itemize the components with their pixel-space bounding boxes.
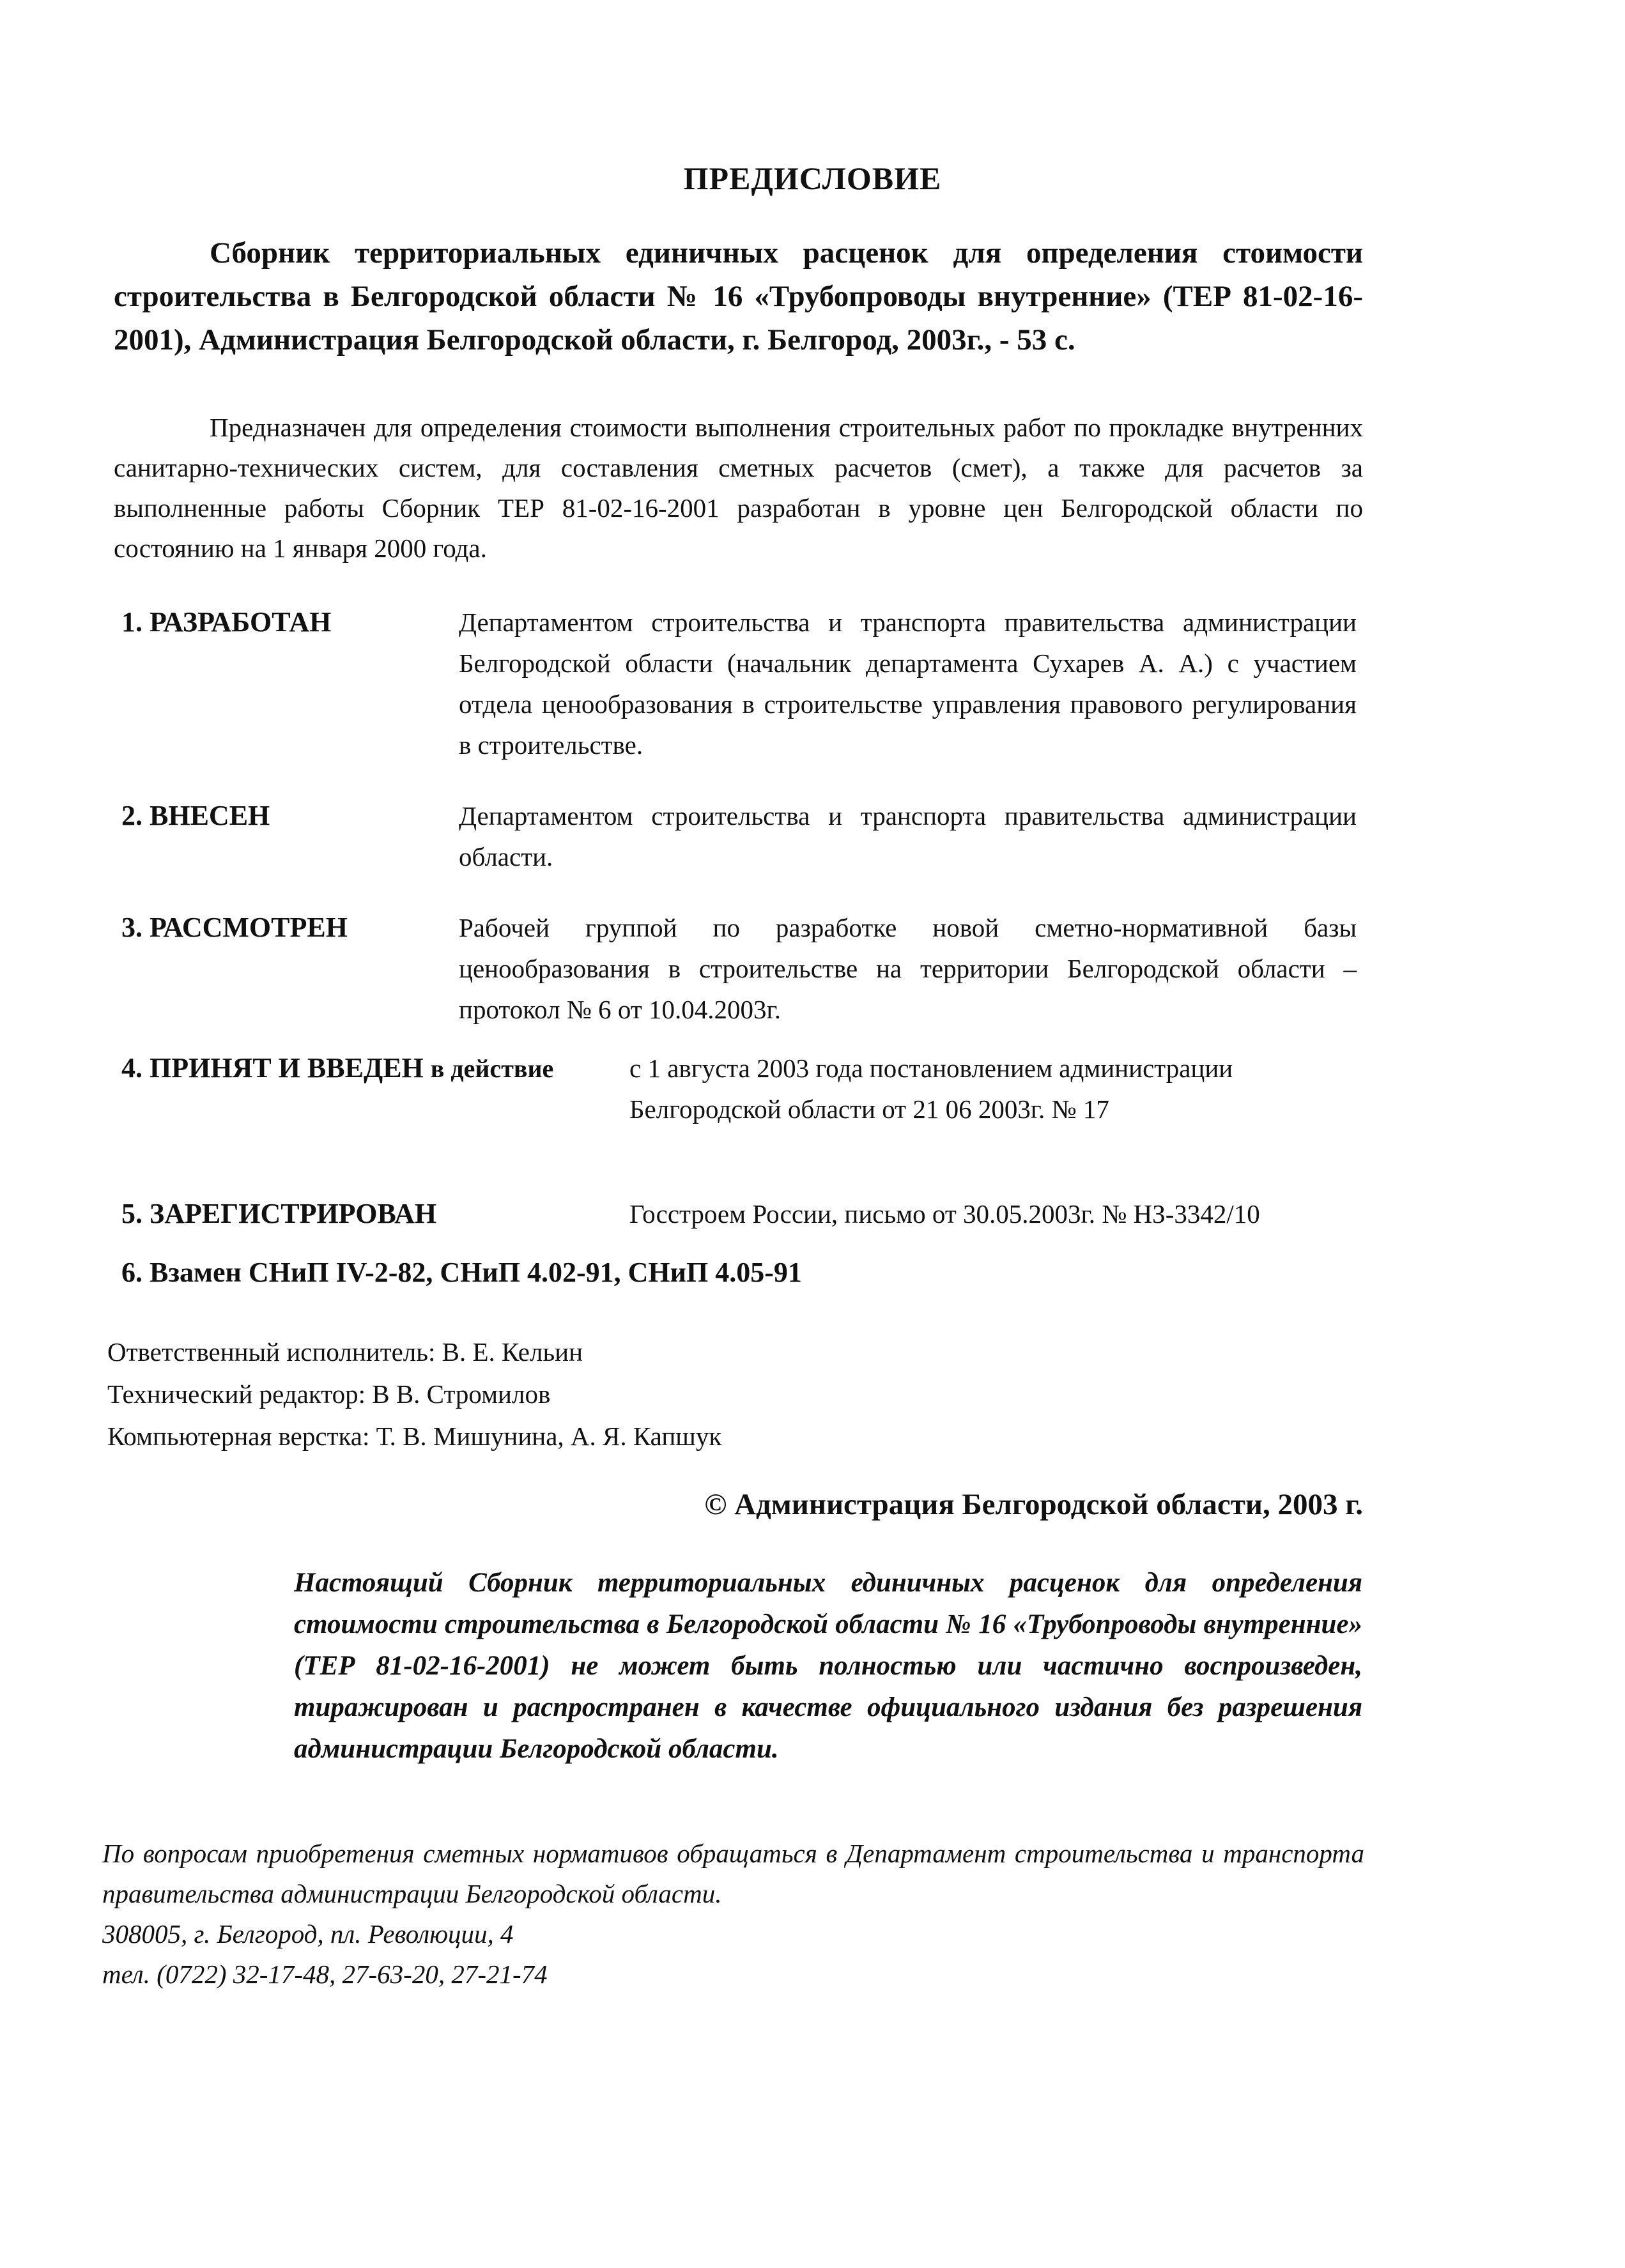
collection-description: Сборник территориальных единичных расценок для определения стоимости строительства в Белгородской области № 16 «Трубопроводы внутренние» (ТЕР 81-02-16-2001), Администрация Белгородской области, г. Белгород, 2003г., - 53 с. — [114, 236, 1363, 356]
credit-responsible: Ответственный исполнитель: В. Е. Кельин — [107, 1337, 583, 1367]
item-6-label: 6. Взамен СНиП IV-2-82, СНиП 4.02-91, СНиП 4.05-91 — [121, 1257, 802, 1288]
purpose-paragraph: Предназначен для определения стоимости выполнения строительных работ по прокладке внутренних санитарно-технических систем, для составления сметных расчетов (смет), а также для расчетов за выполненные работы Сборник ТЕР 81-02-16-2001 разработан в уровне цен Белгородской области по состоянию на 1 января 2000 года. — [114, 413, 1363, 563]
credit-layout: Компьютерная верстка: Т. В. Мишунина, А. Я. Капшук — [107, 1421, 722, 1451]
item-4-text-line-2: Белгородской области от 21 06 2003г. № 17 — [629, 1094, 1109, 1124]
contacts-purchase-info: По вопросам приобретения сметных нормативов обращаться в Департамент строительства и транспорта правительства администрации Белгородской области. — [102, 1839, 1364, 1908]
item-1-text: Департаментом строительства и транспорта правительства администрации Белгородской области (начальник департамента Сухарев А. А.) с участием отдела ценообразования в строительстве управления правового регулирования в строительстве. — [459, 608, 1357, 760]
item-4-label-main: 4. ПРИНЯТ И ВВЕДЕН — [121, 1052, 424, 1084]
item-2-text: Департаментом строительства и транспорта правительства администрации области. — [459, 801, 1357, 871]
item-1-label: 1. РАЗРАБОТАН — [121, 606, 332, 638]
contacts-address: 308005, г. Белгород, пл. Революции, 4 — [102, 1919, 514, 1949]
item-4-text — [629, 1048, 1364, 1130]
item-2-label: 2. ВНЕСЕН — [121, 800, 270, 831]
item-5-label: 5. ЗАРЕГИСТРИРОВАН — [121, 1198, 437, 1229]
contacts-phones: тел. (0722) 32-17-48, 27-63-20, 27-21-74 — [102, 1959, 548, 1989]
page-title: ПРЕДИСЛОВИЕ — [683, 160, 942, 196]
credit-tech-editor: Технический редактор: В В. Стромилов — [107, 1379, 551, 1409]
contacts-block — [102, 1834, 1364, 1995]
item-4-label-suffix: в действие — [430, 1054, 554, 1083]
item-5-text: Госстроем России, письмо от 30.05.2003г. № НЗ-3342/10 — [629, 1199, 1260, 1229]
item-3-label: 3. РАССМОТРЕН — [121, 912, 348, 943]
copyright-notice: Настоящий Сборник территориальных единичных расценок для определения стоимости строительства в Белгородской области № 16 «Трубопроводы внутренние» (ТЕР 81-02-16-2001) не может быть полностью или частично воспроизведен, тиражирован и распространен в качестве официального издания без разрешения администрации Белгородской области. — [294, 1568, 1362, 1764]
copyright-line: © Администрация Белгородской области, 2003 г. — [704, 1488, 1363, 1521]
item-3-text: Рабочей группой по разработке новой сметно-нормативной базы ценообразования в строительстве на территории Белгородской области – протокол № 6 от 10.04.2003г. — [459, 913, 1357, 1024]
credits-list — [107, 1331, 721, 1457]
item-4-label — [121, 1048, 553, 1089]
item-4-text-line-1: с 1 августа 2003 года постановлением администрации — [629, 1054, 1233, 1083]
